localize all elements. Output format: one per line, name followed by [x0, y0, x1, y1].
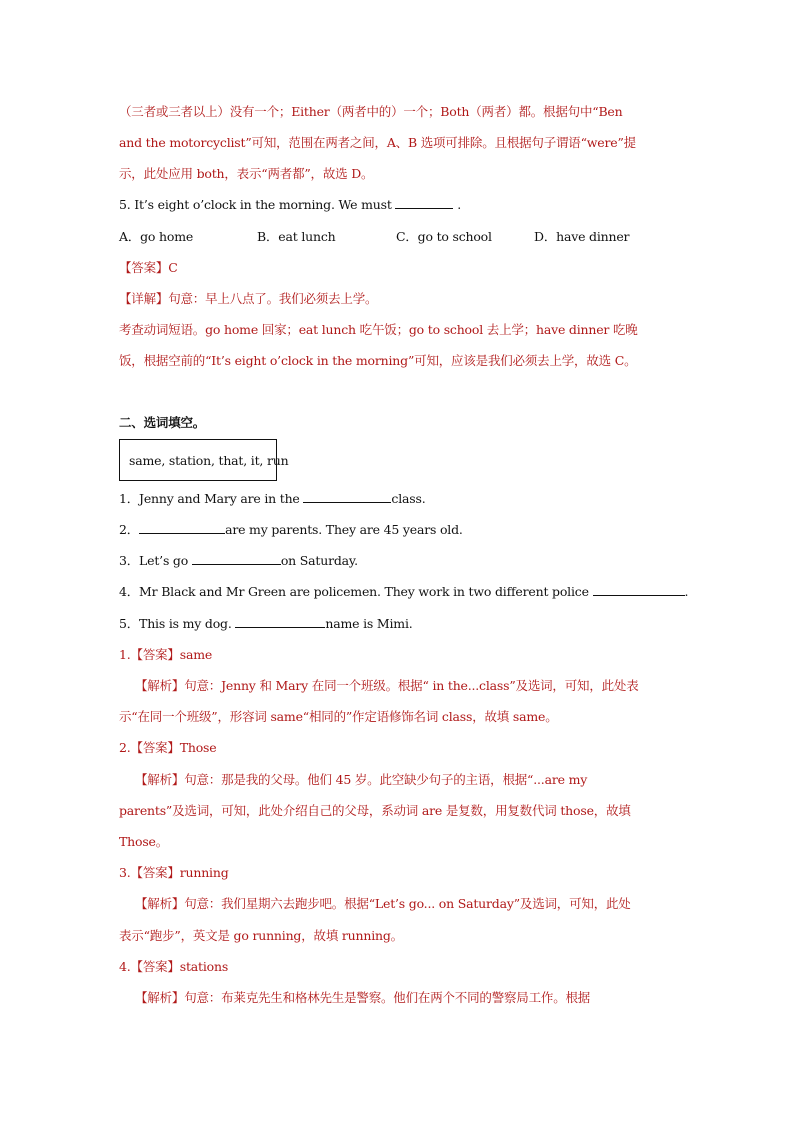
- analysis-2-line-3: Those。: [119, 834, 169, 849]
- answer-4: 4.【答案】stations: [119, 959, 229, 974]
- option-c: C．go to school: [396, 229, 492, 244]
- fill-item-2: 2． are my parents. They are 45 years old.: [119, 522, 463, 537]
- fill-item-5: 5．This is my dog. name is Mimi.: [119, 616, 413, 631]
- question-5-detail: 【详解】句意：早上八点了。我们必须去上学。: [119, 291, 378, 306]
- question-5-stem: 5. It’s eight o’clock in the morning. We must .: [119, 197, 461, 212]
- word-bank-text: same, station, that, it, run: [129, 453, 289, 468]
- analysis-3-line-2: 表示“跑步”，英文是 go running，故填 running。: [119, 928, 403, 943]
- question-5-explanation-2: 饭，根据空前的“It’s eight o’clock in the morning”可知，应该是我们必须去上学，故选 C。: [119, 353, 637, 368]
- question-5-options: [119, 228, 679, 246]
- analysis-3-line-1: 【解析】句意：我们星期六去跑步吧。根据“Let’s go... on Saturday”及选词，可知，此处: [135, 896, 631, 911]
- answer-blank: [235, 615, 325, 628]
- answer-2: 2.【答案】Those: [119, 740, 217, 755]
- analysis-2-line-1: 【解析】句意：那是我的父母。他们 45 岁。此空缺少句子的主语，根据“...are my: [135, 772, 588, 787]
- answer-3: 3.【答案】running: [119, 865, 229, 880]
- fill-item-4: 4．Mr Black and Mr Green are policemen. They work in two different police .: [119, 584, 689, 599]
- answer-blank: [303, 490, 391, 503]
- prev-explanation-line-2: and the motorcyclist”可知，范围在两者之间，A、B 选项可排除。且根据句子谓语“were”提: [119, 135, 636, 150]
- question-5-answer: 【答案】C: [119, 260, 178, 275]
- question-5-explanation-1: 考查动词短语。go home 回家；eat lunch 吃午饭；go to school 去上学；have dinner 吃晚: [119, 322, 638, 337]
- analysis-2-line-2: parents”及选词，可知，此处介绍自己的父母，系动词 are 是复数，用复数代词 those，故填: [119, 803, 631, 818]
- option-d: D．have dinner: [534, 229, 630, 244]
- prev-explanation-line-1: （三者或三者以上）没有一个；Either（两者中的）一个；Both（两者）都。根据句中“Ben: [119, 104, 623, 119]
- fill-item-3: 3．Let’s go on Saturday.: [119, 553, 358, 568]
- answer-blank: [395, 196, 453, 209]
- option-a: A．go home: [119, 229, 194, 244]
- option-b: B．eat lunch: [257, 229, 336, 244]
- fill-item-1: 1．Jenny and Mary are in the class.: [119, 491, 426, 506]
- word-bank-box: [119, 439, 289, 481]
- prev-explanation-line-3: 示，此处应用 both，表示“两者都”，故选 D。: [119, 166, 374, 181]
- section-heading: 二、选词填空。: [119, 415, 206, 430]
- analysis-1-line-2: 示“在同一个班级”，形容词 same“相同的”作定语修饰名词 class，故填 same。: [119, 709, 558, 724]
- analysis-1-line-1: 【解析】句意：Jenny 和 Mary 在同一个班级。根据“ in the...class”及选词，可知，此处表: [135, 678, 639, 693]
- analysis-4-line-1: 【解析】句意：布莱克先生和格林先生是警察。他们在两个不同的警察局工作。根据: [135, 990, 591, 1005]
- answer-1: 1.【答案】same: [119, 647, 213, 662]
- answer-blank: [593, 583, 685, 596]
- answer-blank: [139, 521, 225, 534]
- answer-blank: [192, 552, 281, 565]
